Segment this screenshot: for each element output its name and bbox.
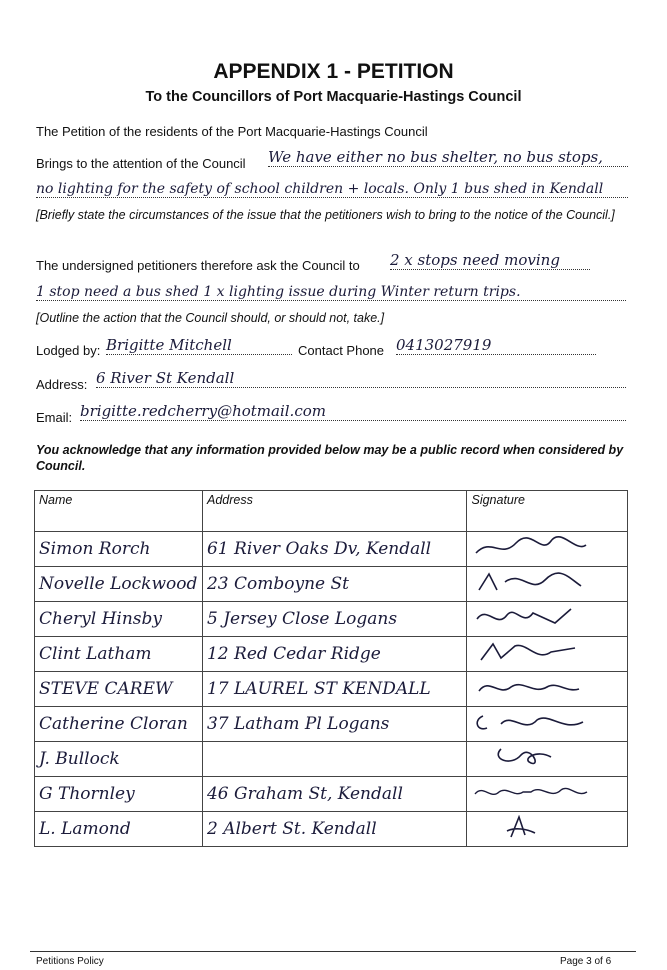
table-row — [35, 707, 628, 742]
signatory-name: G Thornley — [35, 777, 203, 812]
signatory-address: 2 Albert St. Kendall — [202, 812, 467, 847]
intro-text: The Petition of the residents of the Port Macquarie-Hastings Council — [36, 124, 428, 139]
phone-value: 0413027919 — [396, 336, 596, 355]
footer-divider — [30, 951, 636, 952]
signatory-name: L. Lamond — [35, 812, 203, 847]
signature-table — [34, 490, 628, 847]
signatory-address: 5 Jersey Close Logans — [202, 602, 467, 637]
address-column-header: Address — [202, 491, 467, 532]
signatory-name: Simon Rorch — [35, 532, 203, 567]
signature-column-header: Signature — [467, 491, 628, 532]
table-row — [35, 742, 628, 777]
signature-scribble — [467, 812, 628, 847]
signature-scribble — [467, 707, 628, 742]
signatory-name: Novelle Lockwood — [35, 567, 203, 602]
signature-scribble — [467, 532, 628, 567]
signatory-address: 12 Red Cedar Ridge — [202, 637, 467, 672]
signature-scribble — [467, 672, 628, 707]
table-row — [35, 532, 628, 567]
brings-label: Brings to the attention of the Council — [36, 156, 246, 171]
lodged-label: Lodged by: — [36, 343, 101, 358]
table-row — [35, 567, 628, 602]
issue-line-2: no lighting for the safety of school children + locals. Only 1 bus shed in Kendall — [36, 181, 628, 198]
page-title: APPENDIX 1 - PETITION — [213, 60, 454, 83]
signatory-name: Cheryl Hinsby — [35, 602, 203, 637]
table-row — [35, 812, 628, 847]
email-label: Email: — [36, 410, 73, 425]
footer-page-number: Page 3 of 6 — [560, 956, 612, 967]
signature-scribble — [467, 777, 628, 812]
action-line-2: 1 stop need a bus shed 1 x lighting issue during Winter return trips. — [36, 284, 626, 301]
signatory-name: Clint Latham — [35, 637, 203, 672]
action-line-1: 2 x stops need moving — [390, 251, 590, 270]
table-row — [35, 777, 628, 812]
signatory-address: 37 Latham Pl Logans — [202, 707, 467, 742]
signatory-address — [202, 742, 467, 777]
phone-label: Contact Phone — [298, 343, 385, 358]
signatory-name: Catherine Cloran — [35, 707, 203, 742]
signatory-address: 46 Graham St, Kendall — [202, 777, 467, 812]
signatory-address: 61 River Oaks Dv, Kendall — [202, 532, 467, 567]
table-row — [35, 637, 628, 672]
signature-scribble — [467, 637, 628, 672]
signatory-address: 23 Comboyne St — [202, 567, 467, 602]
table-header-row — [35, 491, 628, 532]
signatory-name: J. Bullock — [35, 742, 203, 777]
signatory-address: 17 LAUREL ST KENDALL — [202, 672, 467, 707]
signature-scribble — [467, 602, 628, 637]
action-hint: [Outline the action that the Council should, or should not, take.] — [36, 311, 385, 325]
table-row — [35, 672, 628, 707]
footer-policy-name: Petitions Policy — [36, 956, 104, 967]
ask-label: The undersigned petitioners therefore ask the Council to — [36, 258, 360, 273]
signature-scribble — [467, 742, 628, 777]
address-label: Address: — [36, 377, 88, 392]
table-row — [35, 602, 628, 637]
address-value: 6 River St Kendall — [96, 369, 626, 388]
page-subtitle: To the Councillors of Port Macquarie-Hastings Council — [145, 89, 522, 105]
issue-hint: [Briefly state the circumstances of the issue that the petitioners wish to bring to the notice of the Council.] — [36, 208, 615, 222]
email-value: brigitte.redcherry@hotmail.com — [80, 402, 626, 421]
issue-line-1: We have either no bus shelter, no bus stops, — [268, 148, 628, 167]
acknowledgement-text: You acknowledge that any information provided below may be a public record when considered by Council. — [36, 443, 624, 473]
signatory-name: STEVE CAREW — [35, 672, 203, 707]
lodged-value: Brigitte Mitchell — [106, 336, 292, 355]
name-column-header: Name — [35, 491, 203, 532]
signature-scribble — [467, 567, 628, 602]
